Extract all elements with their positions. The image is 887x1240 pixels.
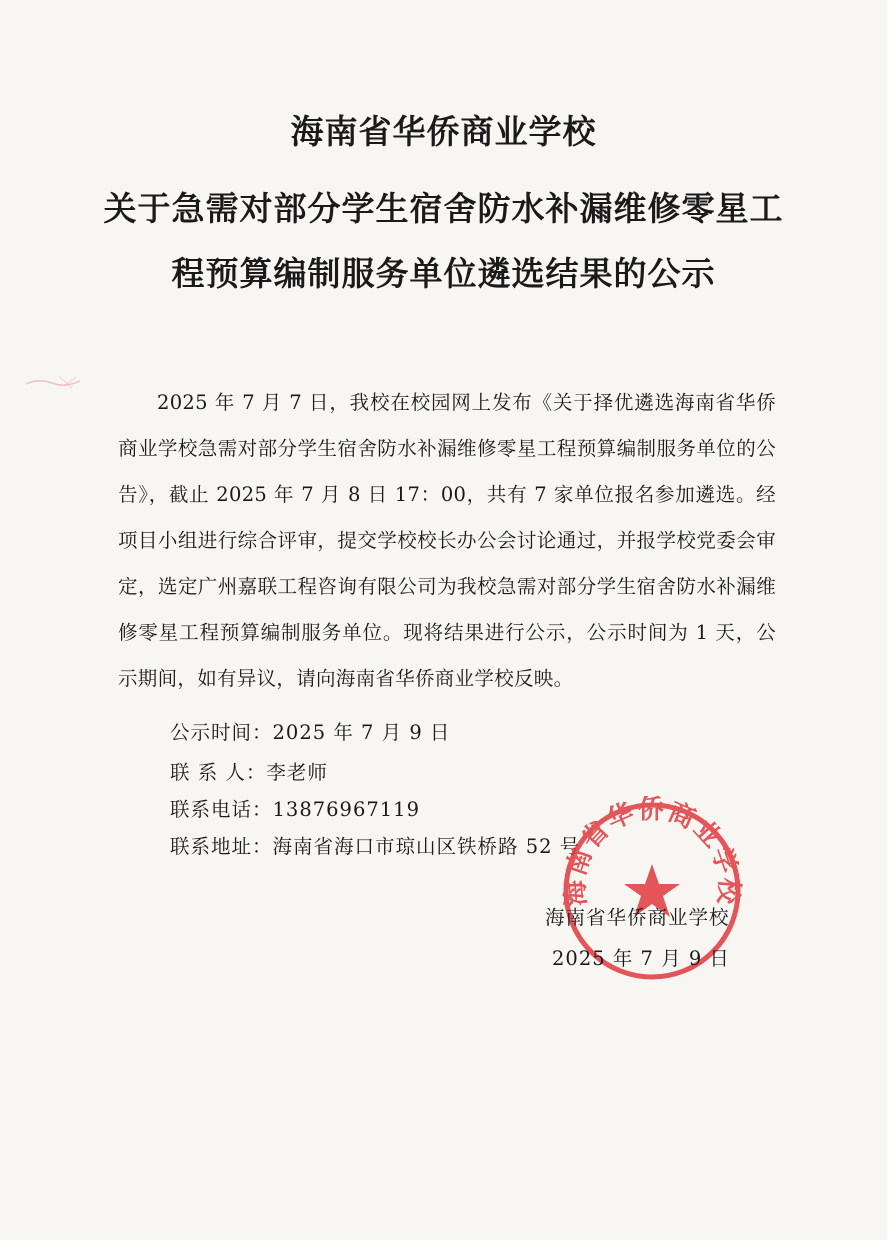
paper-smudge (24, 372, 84, 392)
announcement-time: 公示时间：2025 年 7 月 9 日 (170, 721, 451, 744)
document-title-line-3: 程预算编制服务单位遴选结果的公示 (171, 254, 716, 293)
signature-date: 2025 年 7 月 9 日 (552, 947, 730, 970)
signature-organization: 海南省华侨商业学校 (545, 906, 730, 929)
contact-phone: 联系电话：13876967119 (170, 798, 420, 821)
notice-body: 2025 年 7 月 7 日，我校在校园网上发布《关于择优遴选海南省华侨商业学校急需对部分学生宿舍防水补漏维修零星工程预算编制服务单位的公告》，截止 2025 年 7 月 8 日 17：00，共有 7 家单位报名参加遴选。经项目小组进行综合评审，提交学校校长办公会讨论通过，并报学校党委会审定，选定广州嘉联工程咨询有限公司为我校急需对部分学生宿舍防水补漏维修零星工程预算编制服务单位。现将结果进行公示，公示时间为 1 天，公示期间，如有异议，请向海南省华侨商业学校反映。 (118, 391, 776, 690)
contact-person: 联 系 人：李老师 (170, 761, 328, 784)
seal-text: 海南省华侨商业学校 (560, 796, 744, 908)
document-title-line-2: 关于急需对部分学生宿舍防水补漏维修零星工 (103, 189, 784, 228)
document-title-line-1: 海南省华侨商业学校 (290, 112, 597, 151)
contact-address: 联系地址：海南省海口市琼山区铁桥路 52 号 (170, 835, 581, 858)
